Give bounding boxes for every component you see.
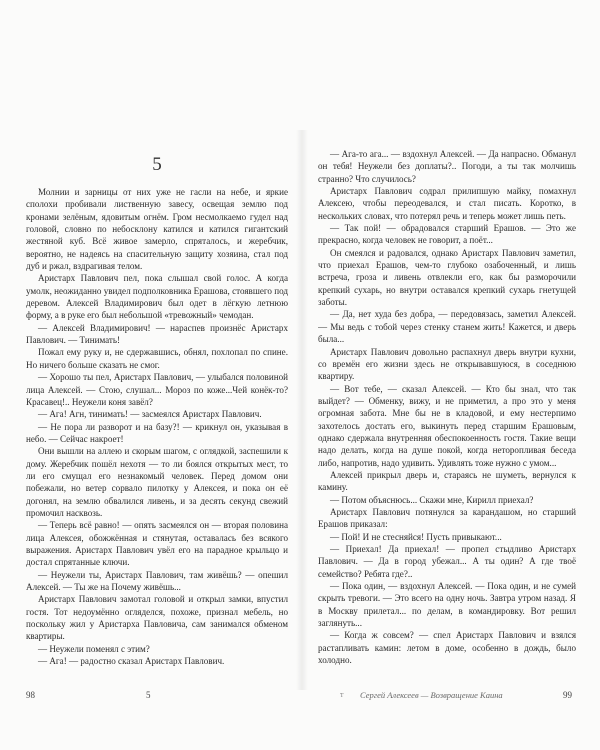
running-title: Сергей Алексеев — Возвращение Каина [360, 690, 503, 700]
paragraph: Аристарх Павлович содрал прилипшую майку, помахнул Алексею, чтобы переодевался, и стал писать. Коротко, в нескольких словах, что потерял речь и теперь может лишь петь. [318, 186, 576, 221]
paragraph [318, 666, 576, 668]
paragraph: — Так пой! — обрадовался старший Ерашов. — Это же прекрасно, когда человек не говорит, а поёт... [318, 223, 576, 246]
paragraph: Аристарх Павлович довольно распахнул дверь внутри кухни, со времён его жизни здесь не открывавшуюся, в соседнюю квартиру. [318, 346, 576, 382]
paragraph: — Да, нет худа без добра, — передовязась, заметил Алексей. — Мы ведь с тобой через стенку станем жить! Кажется, и дверь была... [318, 309, 576, 345]
paragraph: — Когда ж совсем? — спел Аристарх Павлович и взялся растапливать камин: летом в доме, особенно в дождь, было холодно. [318, 630, 576, 666]
paragraph: — Неужели ты, Аристарх Павлович, там живёшь? — опешил Алексей. — Ты же на Почему живёшь... [26, 569, 288, 592]
right-page-number: 99 [563, 690, 572, 700]
paragraph: — Ага! Агн, тинимать! — засмеялся Аристарх Павлович. [38, 409, 262, 420]
paragraph: — Потом объяснюсь... Скажи мне, Кирилл приехал? [330, 494, 534, 505]
right-page [318, 148, 576, 668]
left-page-text [26, 186, 288, 667]
section-number: 5 [146, 690, 151, 700]
page-gutter [296, 130, 308, 690]
chapter-number: 5 [152, 154, 162, 175]
paragraph: Молнии и зарницы от них уже не гасли на небе, и яркие сполохи пробивали лиственную завесу, освещая землю под кронами зелёным, ядовитым огнём. Гром несмолкаемо гудел над головой, словно по небосклону катился и катился гигантский жестяной куб. Всё живое замерло, спряталось, и жеребчик, вероятно, не надеясь на спасительную защиту хозяина, стал под дуб и ржал, вздрагивая телом. [26, 187, 288, 272]
paragraph: Аристарх Павлович замотал головой и открыл замки, впустил гостя. Тот недоумённо огляделся, похоже, признал мебель, но поскольку жил у Аристарха Павловича, сам занимался обменом квартиры. [26, 594, 288, 642]
paragraph: Аристарх Павлович потянулся за карандашом, но старший Ерашов приказал: [318, 506, 576, 530]
paragraph: — Алексей Владимирович! — нараспев произнёс Аристарх Павлович. — Тинимать! [26, 322, 288, 346]
paragraph: Аристарх Павлович пел, пока слышал свой голос. А когда умолк, неожиданно увидел подполковника Ерашова, стоявшего под деревом. Алексей Владимирович был одет в лёгкую летнюю форму, а в руке его был небольшой «тревожный» чемодан. [26, 273, 288, 321]
paragraph: — Не пора ли разворот и на базу?! — крикнул он, указывая в небо. — Сейчас накроет! [26, 421, 288, 444]
paragraph: Алексей прикрыл дверь и, стараясь не шуметь, вернулся к камину. [318, 469, 576, 493]
paragraph: — Неужели поменял с этим? [38, 643, 150, 654]
paragraph: — Приехал! Да приехал! — пропел стыдливо Аристарх Павлович. — Да в город убежал... А ты один? А где твоё семейство? Ребята где?.. [318, 544, 576, 579]
right-page-text [318, 148, 576, 668]
paragraph: — Теперь всё равно! — опять засмеялся он — вторая половина лица Алексея, обожжённая и стянутая, оставалась без всякого выражения. Аристарх Павлович увёл его на парадное крыльцо и достал спрятанные ключи. [26, 520, 288, 568]
paragraph: Они вышли на аллею и скорым шагом, с оглядкой, заспешили к дому. Жеребчик пошёл нехотя — то ли боялся открытых мест, то ли его смущал его незнакомый человек. Перед домом они побежали, но ветер сорвало пилотку у Алексея, и пока он её догонял, на землю обвалился ливень, и за десять секунд свежий промочил насквозь. [26, 446, 288, 518]
left-page [26, 148, 288, 668]
paragraph: — Вот тебе, — сказал Алексей. — Кто бы знал, что так выйдет? — Обменку, вижу, и не приметил, а про это у меня огромная забота. Мне бы не в кладовой, и ему нестерпимо захотелось достать его, выкинуть перед старшим Ерашовым, однако сдержала внутренняя обеспокоенность гостя. Такие вещи надо делать, когда на душе покой, когда неторопливая беседа либо, напротив, надо удивить. Удивлять тоже нужно с умом... [318, 383, 576, 468]
paragraph: — Ага-то ага... — вздохнул Алексей. — Да напрасно. Обманул он тебя! Неужели без доплаты?.. Погоди, а ты так молчишь странно? Что случилось? [318, 149, 576, 184]
footer-mark: т [340, 690, 344, 699]
left-page-number: 98 [26, 690, 35, 700]
paragraph: — Пока один, — вздохнул Алексей. — Пока один, и не сумей скрыть тревоги. — Это всего на одну ночь. Завтра утром назад. Я в Москву прилетал... по делам, в командировку. Вот решил заглянуть... [318, 581, 576, 629]
paragraph: — Пой! И не стесняйся! Пусть привыкают... [330, 531, 502, 542]
paragraph: — Ага! — радостно сказал Аристарх Павлович. [38, 656, 225, 667]
paragraph: — Хорошо ты пел, Аристарх Павлович, — улыбался половиной лица Алексей. — Стою, слушал... Мороз по коже...Чей конёк-то? Красавец!.. Неужели коня завёл? [26, 372, 288, 407]
paragraph: Пожал ему руку и, не сдержавшись, обнял, похлопал по спине. Но ничего больше сказать не смог. [26, 347, 288, 370]
paragraph: Он смеялся и радовался, однако Аристарх Павлович заметил, что приехал Ерашов, чем-то глубоко озабоченный, и лишь встреча, гроза и ливень отвлекли его, как бы разморочили крепкий сухарь, но внутри оставался крепкий сухарь гнетущей заботы. [318, 247, 576, 308]
